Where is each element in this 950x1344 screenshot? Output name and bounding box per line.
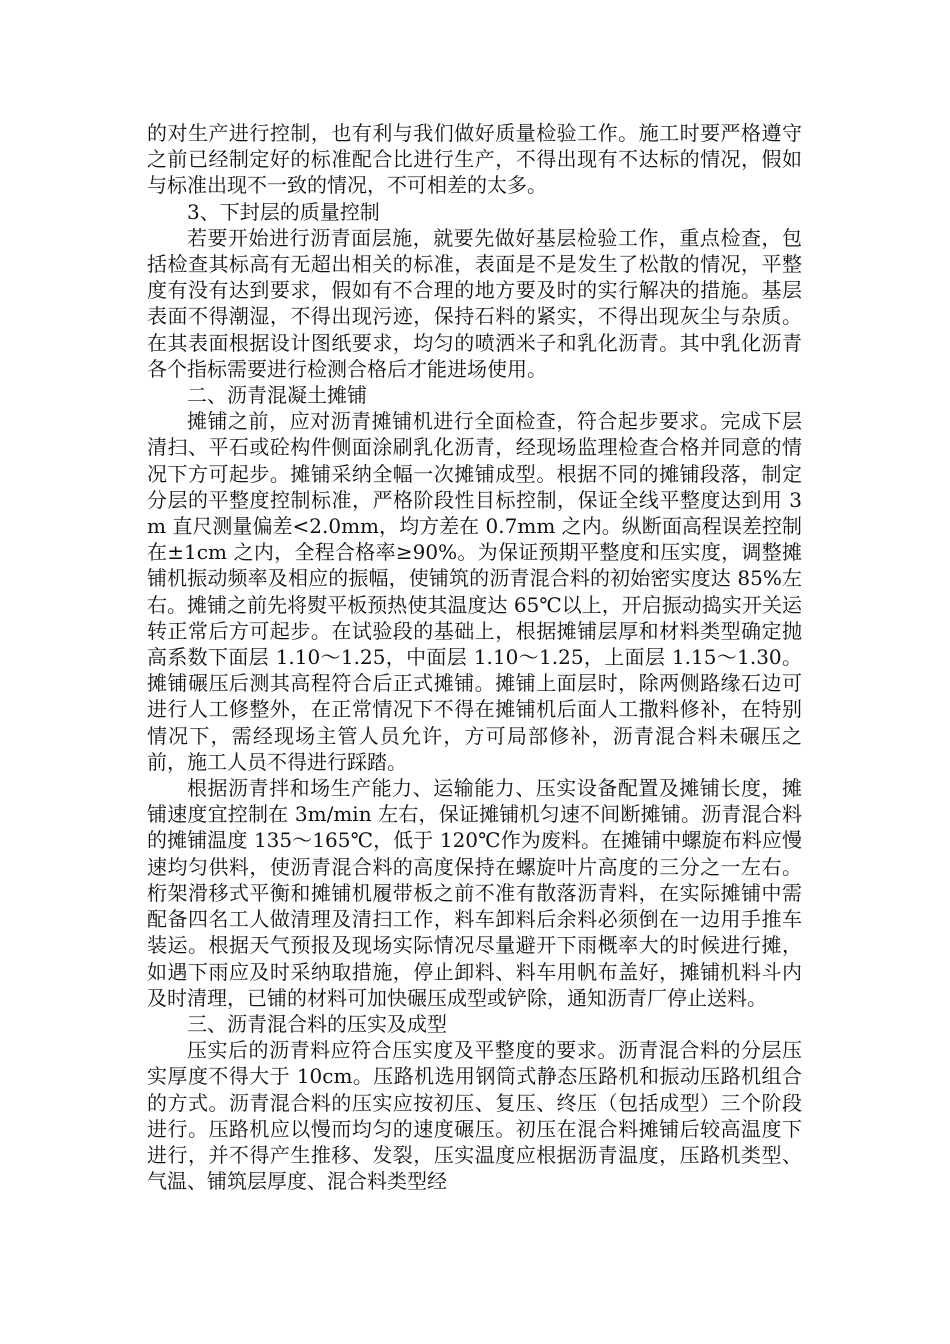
- paragraph-paving-preparation: 摊铺之前，应对沥青摊铺机进行全面检查，符合起步要求。完成下层清扫、平石或砼构件侧面涂刷乳化沥青，经现场监理检查合格并同意的情况下方可起步。摊铺采纳全幅一次摊铺成型。根据不同的摊铺段落，制定分层的平整度控制标准，严格阶段性目标控制，保证全线平整度达到用 3m 直尺测量偏差<2.0mm，均方差在 0.7mm 之内。纵断面高程误差控制在±1cm 之内，全程合格率≥90%。为保证预期平整度和压实度，调整摊铺机振动频率及相应的振幅，使铺筑的沥青混合料的初始密实度达 85%左右。摊铺之前先将熨平板预热使其温度达 65℃以上，开启振动捣实开关运转正常后方可起步。在试验段的基础上，根据摊铺层厚和材料类型确定抛高系数下面层 1.10～1.25，中面层 1.10～1.25，上面层 1.15～1.30。摊铺碾压后测其高程符合后正式摊铺。摊铺上面层时，除两侧路缘石边可进行人工修整外，在正常情况下不得在摊铺机后面人工撒料修补，在特别情况下，需经现场主管人员允许，方可局部修补，沥青混合料未碾压之前，施工人员不得进行踩踏。: [147, 409, 802, 774]
- section-heading-subbase-seal: 3、下封层的质量控制: [187, 199, 380, 224]
- paragraph-subbase-inspection: 若要开始进行沥青面层施，就要先做好基层检验工作，重点检查，包括检查其标高有无超出相关的标准，表面是不是发生了松散的情况，平整度有没有达到要求，假如有不合理的地方要及时的实行解决的措施。基层表面不得潮湿，不得出现污迹，保持石料的紧实，不得出现灰尘与杂质。在其表面根据设计图纸要求，均匀的喷洒米子和乳化沥青。其中乳化沥青各个指标需要进行检测合格后才能进场使用。: [147, 225, 802, 381]
- paragraph-continuation: 的对生产进行控制，也有利与我们做好质量检验工作。施工时要严格遵守之前已经制定好的标准配合比进行生产，不得出现有不达标的情况，假如与标准出现不一致的情况，不可相差的太多。: [147, 121, 802, 198]
- paragraph-compaction: 压实后的沥青料应符合压实度及平整度的要求。沥青混合料的分层压实厚度不得大于 10cm。压路机选用钢筒式静态压路机和振动压路机组合的方式。沥青混合料的压实应按初压、复压、终压（包括成型）三个阶段进行。压路机应以慢而均匀的速度碾压。初压在混合料摊铺后较高温度下进行，并不得产生推移、发裂，压实温度应根据沥青温度，压路机类型、气温、铺筑层厚度、混合料类型经: [147, 1038, 802, 1194]
- section-heading-paving: 二、沥青混凝土摊铺: [187, 383, 367, 408]
- body-text: [147, 120, 802, 1194]
- paragraph-paving-speed: 根据沥青拌和场生产能力、运输能力、压实设备配置及摊铺长度，摊铺速度宜控制在 3m/min 左右，保证摊铺机匀速不间断摊铺。沥青混合料的摊铺温度 135～165℃，低于 120℃作为废料。在摊铺中螺旋布料应慢速均匀供料，使沥青混合料的高度保持在螺旋叶片高度的三分之一左右。桁架滑移式平衡和摊铺机履带板之前不准有散落沥青料，在实际摊铺中需配备四名工人做清理及清扫工作，料车卸料后余料必须倒在一边用手推车装运。根据天气预报及现场实际情况尽量避开下雨概率大的时候进行摊，如遇下雨应及时采纳取措施，停止卸料、料车用帆布盖好，摊铺机料斗内及时清理，已铺的材料可加快碾压成型或铲除，通知沥青厂停止送料。: [147, 776, 802, 1010]
- section-heading-compaction: 三、沥青混合料的压实及成型: [187, 1011, 447, 1036]
